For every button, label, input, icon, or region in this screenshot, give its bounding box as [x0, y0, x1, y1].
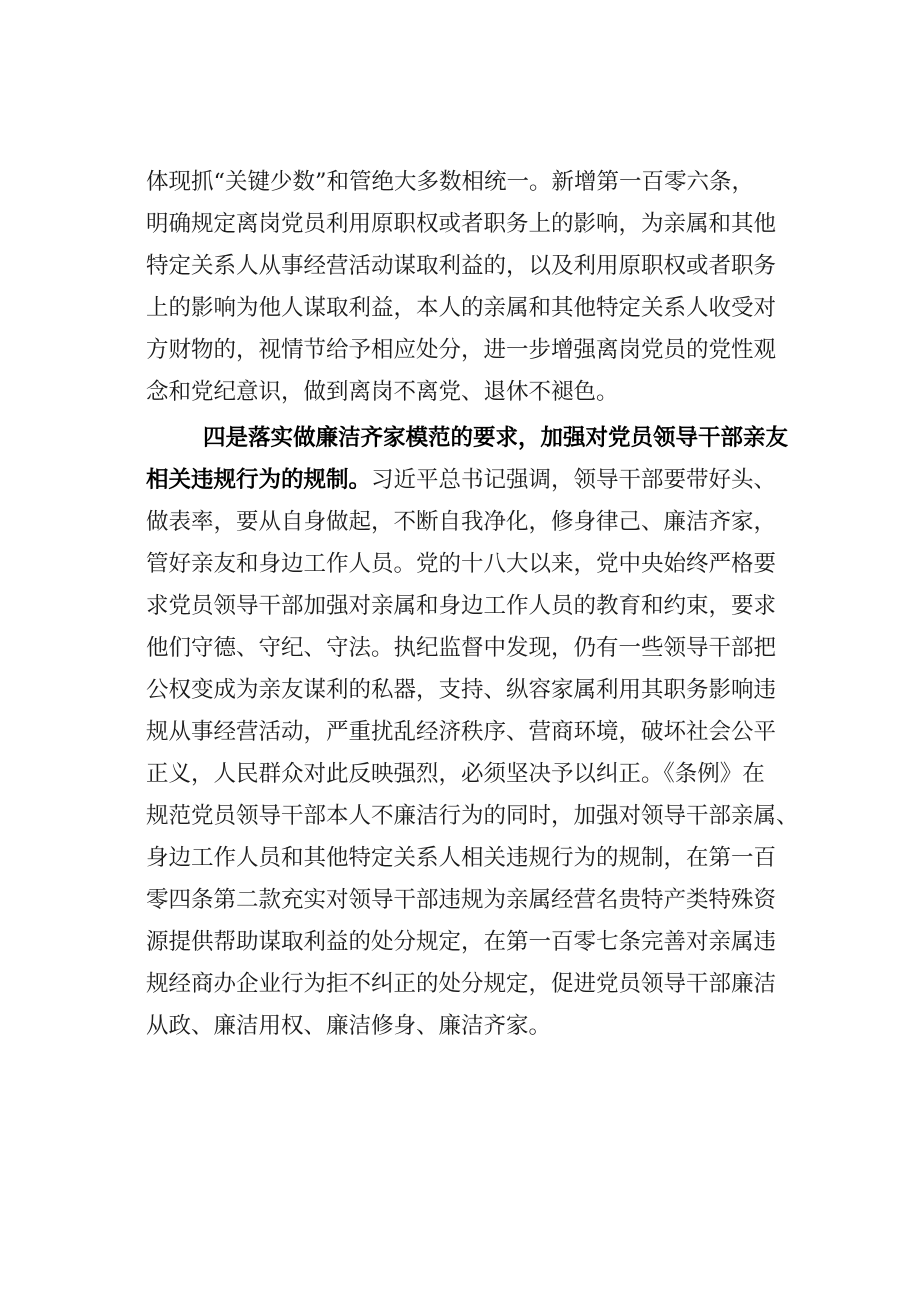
- text-line: 源提供帮助谋取利益的处分规定，在第一百零七条完善对亲属违: [146, 929, 777, 955]
- text-line: 身边工作人员和其他特定关系人相关违规行为的规制，在第一百: [146, 845, 777, 871]
- paragraph-2: [146, 417, 806, 1047]
- text-line: 从政、廉洁用权、廉洁修身、廉洁齐家。: [146, 1013, 552, 1039]
- text-line: 正义，人民群众对此反映强烈，必须坚决予以纠正。《条例》在: [146, 761, 765, 787]
- text-line: 求党员领导干部加强对亲属和身边工作人员的教育和约束，要求: [146, 593, 777, 619]
- text-line: 上的影响为他人谋取利益，本人的亲属和其他特定关系人收受对: [146, 295, 777, 321]
- text-line: 零四条第二款充实对领导干部违规为亲属经营名贵特产类特殊资: [146, 887, 777, 913]
- text-line: 规从事经营活动，严重扰乱经济秩序、营商环境，破坏社会公平: [146, 719, 777, 745]
- text-line: 方财物的，视情节给予相应处分，进一步增强离岗党员的党性观: [146, 337, 777, 363]
- text-line: [146, 459, 806, 501]
- text-line: 特定关系人从事经营活动谋取利益的，以及利用原职权或者职务: [146, 253, 777, 279]
- text-line: 体现抓“关键少数”和管绝大多数相统一。新增第一百零六条，: [146, 169, 755, 195]
- section-heading: 四是落实做廉洁齐家模范的要求，加强对党员领导干部亲友: [203, 425, 789, 451]
- text-line: 念和党纪意识，做到离岗不离党、退休不褪色。: [146, 379, 619, 405]
- section-heading-continued: 相关违规行为的规制。: [146, 467, 372, 493]
- text-line: 管好亲友和身边工作人员。党的十八大以来，党中央始终严格要: [146, 551, 777, 577]
- text-line: 做表率，要从自身做起，不断自我净化，修身律己、廉洁齐家，: [146, 509, 777, 535]
- text-line: 公权变成为亲友谋利的私器，支持、纵容家属利用其职务影响违: [146, 677, 777, 703]
- paragraph-1: [146, 161, 806, 413]
- text-line: 规经商办企业行为拒不纠正的处分规定，促进党员领导干部廉洁: [146, 971, 777, 997]
- text-line: 明确规定离岗党员利用原职权或者职务上的影响，为亲属和其他: [146, 211, 777, 237]
- text-line: 他们守德、守纪、守法。执纪监督中发现，仍有一些领导干部把: [146, 635, 777, 661]
- text-line: 规范党员领导干部本人不廉洁行为的同时，加强对领导干部亲属、: [146, 803, 799, 829]
- text-span: 习近平总书记强调，领导干部要带好头、: [371, 467, 777, 493]
